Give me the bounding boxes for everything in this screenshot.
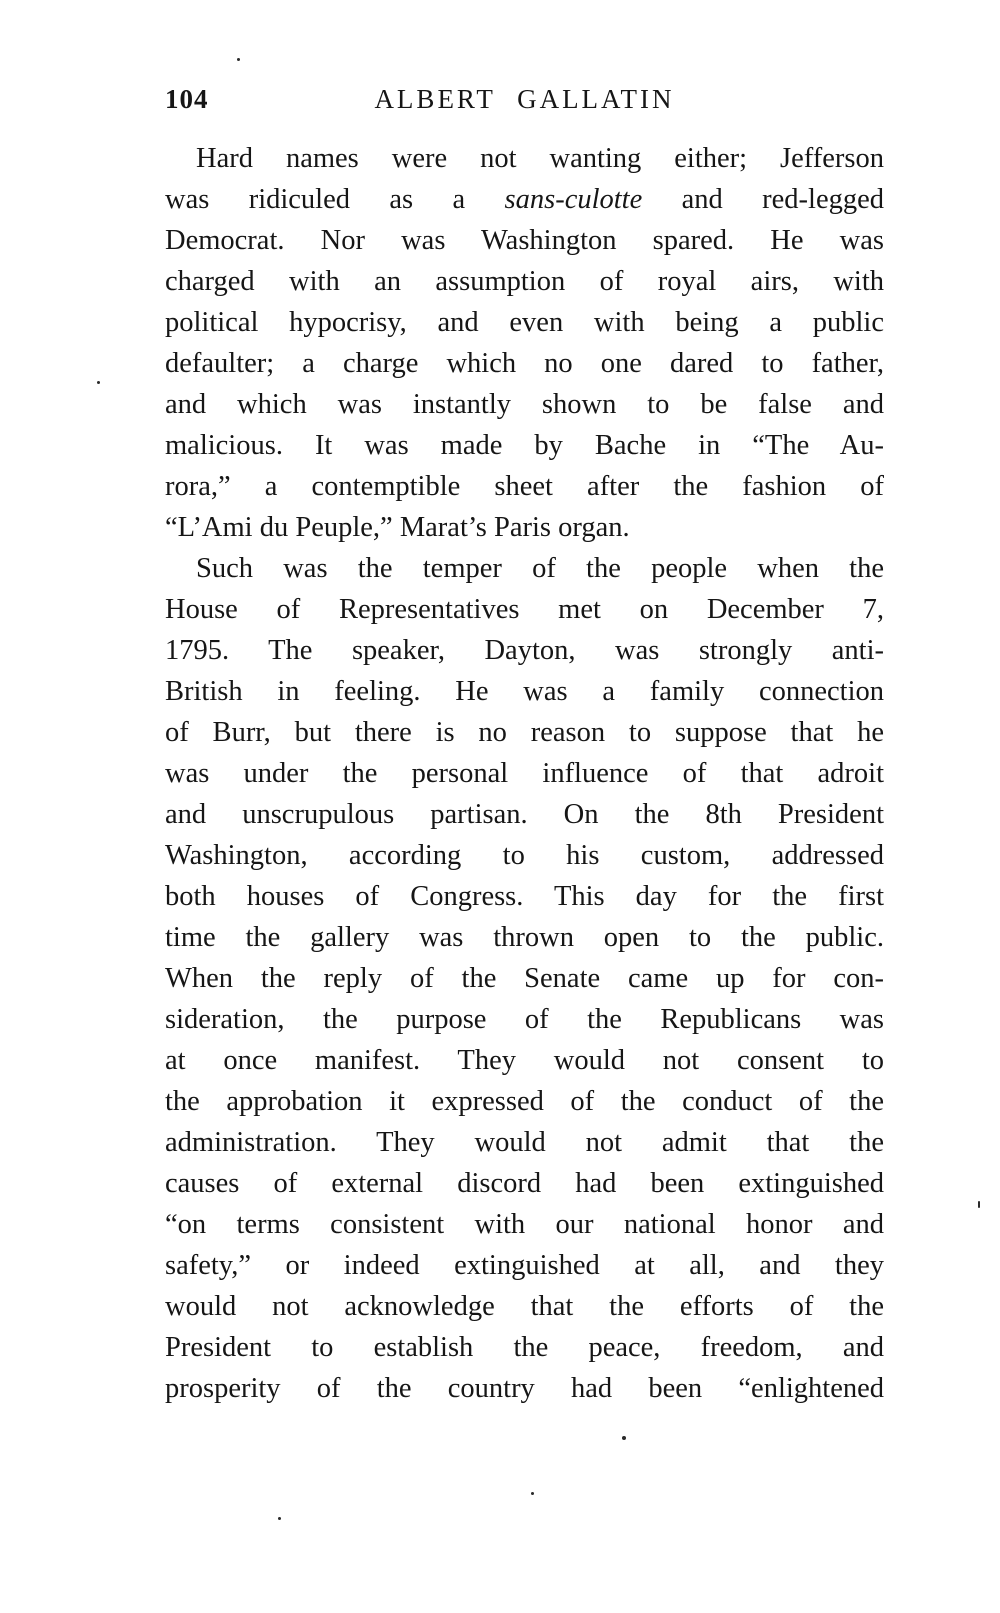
text-line: malicious. It was made by Bache in “The Au-: [165, 430, 884, 461]
text-line: would not acknowledge that the efforts of the: [165, 1291, 884, 1322]
text-line: was ridiculed as a sans-culotte and red-legged: [165, 184, 884, 215]
text-line: and unscrupulous partisan. On the 8th President: [165, 799, 884, 830]
text-line: Washington, according to his custom, addressed: [165, 840, 884, 871]
text-line: Such was the temper of the people when the: [196, 553, 884, 584]
running-title: ALBERT GALLATIN: [374, 84, 675, 114]
text-line: at once manifest. They would not consent to: [165, 1045, 884, 1076]
text-line: sideration, the purpose of the Republicans was: [165, 1004, 884, 1035]
text-line: “L’Ami du Peuple,” Marat’s Paris organ.: [165, 512, 630, 543]
text-line: British in feeling. He was a family connection: [165, 676, 884, 707]
text-line: and which was instantly shown to be false and: [165, 389, 884, 420]
paragraph: [165, 548, 884, 1409]
text-line: the approbation it expressed of the conduct of the: [165, 1086, 884, 1117]
page-body: [165, 138, 884, 1409]
text-line: Hard names were not wanting either; Jefferson: [196, 143, 884, 174]
text-line: House of Representatives met on December 7,: [165, 594, 884, 625]
page-number: 104: [165, 84, 209, 114]
text-line: President to establish the peace, freedom, and: [165, 1332, 884, 1363]
text-line: causes of external discord had been extinguished: [165, 1168, 884, 1199]
text-line: Democrat. Nor was Washington spared. He was: [165, 225, 884, 256]
scan-speck: [978, 1201, 980, 1208]
text-line: 1795. The speaker, Dayton, was strongly anti-: [165, 635, 884, 666]
text-line: When the reply of the Senate came up for con-: [165, 963, 884, 994]
page-header: [165, 84, 884, 118]
scan-speck: [278, 1517, 281, 1520]
text-line: of Burr, but there is no reason to suppose that he: [165, 717, 884, 748]
text-line: time the gallery was thrown open to the public.: [165, 922, 884, 953]
text-line: charged with an assumption of royal airs, with: [165, 266, 884, 297]
scan-speck: [237, 58, 240, 61]
text-line: political hypocrisy, and even with being a public: [165, 307, 884, 338]
text-line: safety,” or indeed extinguished at all, and they: [165, 1250, 884, 1281]
text-line: was under the personal influence of that adroit: [165, 758, 884, 789]
text-line: both houses of Congress. This day for the first: [165, 881, 884, 912]
scan-speck: [531, 1492, 534, 1495]
text-line: rora,” a contemptible sheet after the fashion of: [165, 471, 884, 502]
scan-speck: [97, 381, 100, 384]
text-line: prosperity of the country had been “enlightened: [165, 1373, 884, 1404]
paragraph: [165, 138, 884, 548]
text-line: “on terms consistent with our national honor and: [165, 1209, 884, 1240]
text-line: defaulter; a charge which no one dared to father,: [165, 348, 884, 379]
scan-speck: [622, 1436, 626, 1440]
text-line: administration. They would not admit that the: [165, 1127, 884, 1158]
